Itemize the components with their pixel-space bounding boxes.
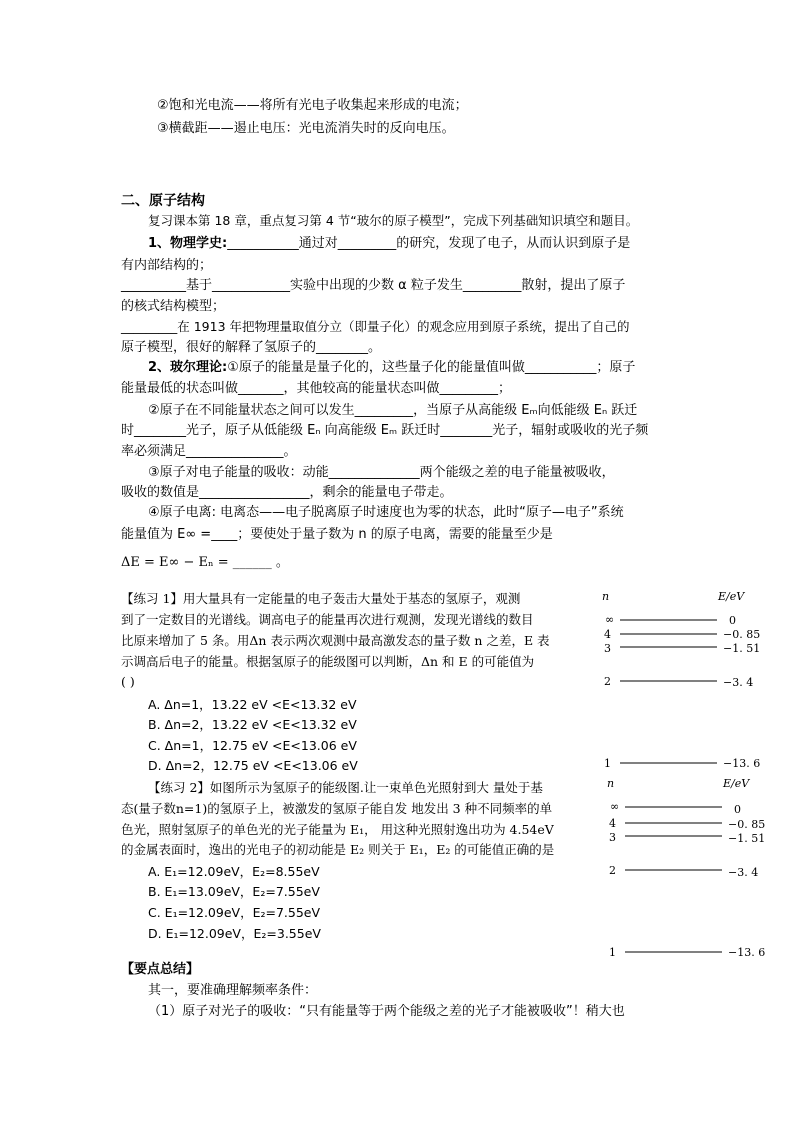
diagram1-level-n: 3 xyxy=(604,642,611,655)
ex1-line-3: 比原来增加了 5 条。用Δn 表示两次观测中最高激发态的量子数 n 之差，E 表 xyxy=(121,633,550,648)
ex1-line-2: 到了一定数目的光谱线。调高电子的能量再次进行观测，发现光谱线的数目 xyxy=(121,612,534,627)
ex2-line-1: 【练习 2】如图所示为氢原子的能级图.让一束单色光照射到大 量处于基 xyxy=(148,780,543,795)
ex1-line-4: 示调高后电子的能量。根据氢原子的能级图可以判断，Δn 和 E 的可能值为 xyxy=(121,654,535,669)
ionization-line-1: ④原子电离: 电离态——电子脱离原子时速度也为零的状态，此时“原子—电子”系统 xyxy=(148,505,624,520)
energy-level-diagram-2 xyxy=(600,772,780,962)
diagram1-level-n: 2 xyxy=(604,675,611,688)
ex2-line-4: 的金属表面时，逸出的光电子的初动能是 E₂ 则关于 E₁，E₂ 的可能值正确的是 xyxy=(121,842,555,857)
diagram2-level-e: −1. 51 xyxy=(728,832,766,845)
ex1-line-1: 【练习 1】用大量具有一定能量的电子轰击大量处于基态的氢原子，观测 xyxy=(121,591,521,606)
diagram1-level-e: −3. 4 xyxy=(723,676,754,689)
ex1-option-a: A. Δn=1，13.22 eV <E<13.32 eV xyxy=(148,697,357,712)
energy-level-diagram-1 xyxy=(595,585,775,775)
diagram1-level-n: ∞ xyxy=(605,613,615,626)
history-line-2: 有内部结构的； xyxy=(121,258,213,273)
theory-label: 2、玻尔理论: xyxy=(148,360,228,375)
diagram1-level-n: 1 xyxy=(604,757,611,770)
history-line-1 xyxy=(148,236,630,252)
transition-line-3: 率必须满足_______________。 xyxy=(121,444,297,459)
diagram2-level-e: −3. 4 xyxy=(728,866,759,879)
ex1-option-c: C. Δn=1，12.75 eV <E<13.06 eV xyxy=(148,738,357,753)
transition-line-2: 时________光子，原子从低能级 Eₙ 向高能级 Eₘ 跃迁时________光子，辐射或吸收的光子频 xyxy=(121,423,649,438)
rutherford-line-1: __________基于____________实验中出现的少数 α 粒子发生_________散射，提出了原子 xyxy=(121,278,626,293)
diagram1-level-e: −13. 6 xyxy=(723,757,761,770)
ex2-option-b: B. E₁=13.09eV，E₂=7.55eV xyxy=(148,884,320,899)
summary-line-1: 其一，要准确理解频率条件： xyxy=(148,983,318,998)
theory-line-1 xyxy=(148,360,635,376)
rutherford-line-2: 的核式结构模型； xyxy=(121,299,226,314)
diagram2-level-n: 4 xyxy=(609,817,616,830)
ex2-option-c: C. E₁=12.09eV，E₂=7.55eV xyxy=(148,905,321,920)
diagram1-level-n: 4 xyxy=(604,628,611,641)
ex2-line-2: 态(量子数n=1)的氢原子上，被激发的氢原子能自发 地发出 3 种不同频率的单 xyxy=(121,801,553,816)
top-line-2: ③横截距——遏止电压：光电流消失时的反向电压。 xyxy=(157,121,455,136)
section-title: 二、原子结构 xyxy=(121,193,205,209)
diagram2-level-n: 1 xyxy=(609,946,616,959)
history-label: 1、物理学史: xyxy=(148,236,228,251)
ex2-option-d: D. E₁=12.09eV，E₂=3.55eV xyxy=(148,926,321,941)
diagram2-level-e: −0. 85 xyxy=(728,818,766,831)
diagram2-level-e: 0 xyxy=(734,803,741,816)
summary-title: 【要点总结】 xyxy=(121,962,200,977)
bohr-line-1: _________在 1913 年把物理量取值分立（即量子化）的观念应用到原子系统，提出了自己的 xyxy=(121,319,630,334)
absorption-line-2: 吸收的数值是_________________，剩余的能量电子带走。 xyxy=(121,485,453,500)
theory-text: ①原子的能量是量子化的，这些量子化的能量值叫做___________；原子 xyxy=(227,360,636,375)
transition-line-1: ②原子在不同能量状态之间可以发生_________，当原子从高能级 Eₘ向低能级 Eₙ 跃迁 xyxy=(148,403,638,418)
ex2-line-3: 色光，照射氢原子的单色光的光子能量为 E₁， 用这种光照射逸出功为 4.54eV xyxy=(121,822,554,837)
summary-line-2: （1）原子对光子的吸收：“只有能量等于两个能级之差的光子才能被吸收”！稍大也 xyxy=(148,1004,625,1019)
ex1-option-d: D. Δn=2，12.75 eV <E<13.06 eV xyxy=(148,758,358,773)
history-text: ___________通过对_________的研究，发现了电子，从而认识到原子是 xyxy=(227,236,631,251)
diagram1-level-e: −1. 51 xyxy=(723,642,761,655)
diagram1-level-e: −0. 85 xyxy=(723,628,761,641)
theory-line-2: 能量最低的状态叫做_______，其他较高的能量状态叫做_________； xyxy=(121,381,512,396)
diagram2-level-n: 3 xyxy=(609,831,616,844)
diagram2-level-e: −13. 6 xyxy=(728,946,766,959)
ionization-formula: ΔE = E∞ − Eₙ = ______ 。 xyxy=(121,555,289,570)
diagram2-e-label: E/eV xyxy=(723,777,750,790)
diagram1-n-label: n xyxy=(602,590,610,603)
ex2-option-a: A. E₁=12.09eV，E₂=8.55eV xyxy=(148,864,320,879)
ex1-line-5: ( ) xyxy=(121,674,135,689)
diagram2-level-n: 2 xyxy=(609,864,616,877)
diagram1-e-label: E/eV xyxy=(718,590,745,603)
section-intro: 复习课本第 18 章，重点复习第 4 节“玻尔的原子模型”，完成下列基础知识填空和题目。 xyxy=(148,213,639,228)
diagram1-level-e: 0 xyxy=(729,614,736,627)
top-line-1: ②饱和光电流——将所有光电子收集起来形成的电流； xyxy=(157,98,468,113)
bohr-line-2: 原子模型，很好的解释了氢原子的________。 xyxy=(121,340,382,355)
ionization-line-2: 能量值为 E∞ =____；要使处于量子数为 n 的原子电离，需要的能量至少是 xyxy=(121,527,553,542)
diagram2-level-n: ∞ xyxy=(610,800,620,813)
ex1-option-b: B. Δn=2，13.22 eV <E<13.32 eV xyxy=(148,717,357,732)
diagram2-n-label: n xyxy=(607,777,615,790)
absorption-line-1: ③原子对电子能量的吸收：动能______________两个能级之差的电子能量被吸收， xyxy=(148,465,615,480)
